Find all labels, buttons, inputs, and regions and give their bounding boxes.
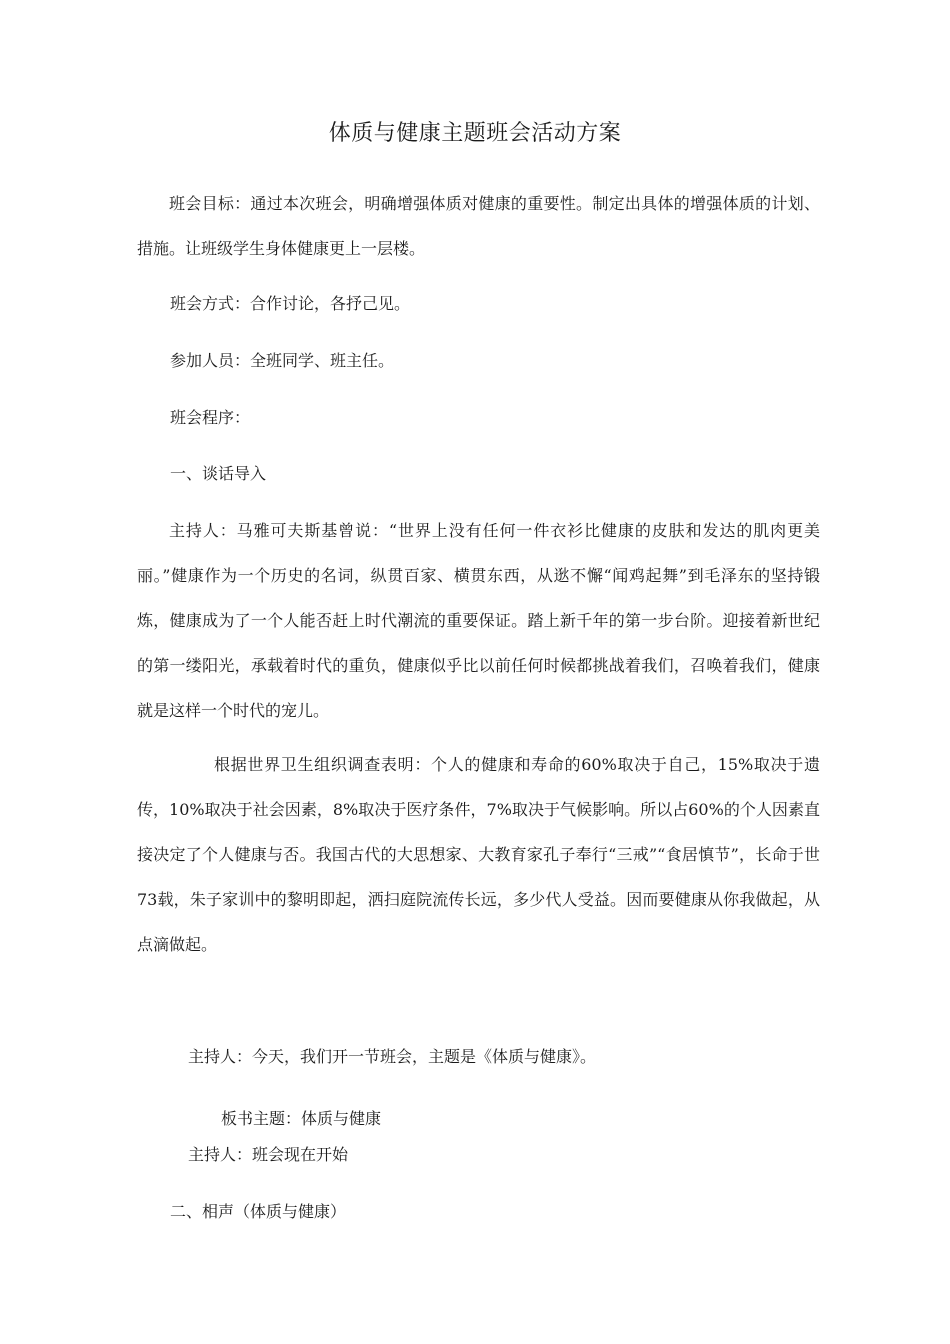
paragraph-goal: 班会目标：通过本次班会，明确增强体质对健康的重要性。制定出具体的增强体质的计划、措施。让班级学生身体健康更上一层楼。 xyxy=(137,194,820,258)
paragraph-method: 班会方式：合作讨论，各抒己见。 xyxy=(170,294,411,313)
document-title: 体质与健康主题班会活动方案 xyxy=(328,121,622,146)
section-heading-1: 一、谈话导入 xyxy=(170,464,267,483)
paragraph-who-report: 根据世界卫生组织调查表明：个人的健康和寿命的60%取决于自己，15%取决于遗传，10%取决于社会因素，8%取决于医疗条件，7%取决于气候影响。所以占60%的个人因素直接决定了个人健康与否。我国古代的大思想家、大教育家孔子奉行“三戒”“食居慎节”，长命于世73载，朱子家训中的黎明即起，洒扫庭院流传长远，多少代人受益。因而要健康从你我做起，从点滴做起。 xyxy=(137,755,820,954)
paragraph-host-start: 主持人：班会现在开始 xyxy=(188,1145,349,1164)
paragraph-procedure: 班会程序： xyxy=(170,408,251,427)
paragraph-participants: 参加人员：全班同学、班主任。 xyxy=(170,351,395,370)
paragraph-host-today: 主持人：今天，我们开一节班会，主题是《体质与健康》。 xyxy=(188,1047,597,1066)
section-heading-2: 二、相声（体质与健康） xyxy=(170,1202,347,1221)
paragraph-host-intro: 主持人：马雅可夫斯基曾说：“世界上没有任何一件衣衫比健康的皮肤和发达的肌肉更美丽。”健康作为一个历史的名词，纵贯百家、横贯东西，从逖不懈“闻鸡起舞”到毛泽东的坚持锻炼，健康成为了一个人能否赶上时代潮流的重要保证。踏上新千年的第一步台阶。迎接着新世纪的第一缕阳光，承载着时代的重负，健康似乎比以前任何时候都挑战着我们，召唤着我们，健康就是这样一个时代的宠儿。 xyxy=(137,521,820,720)
paragraph-board-theme: 板书主题：体质与健康 xyxy=(221,1109,382,1128)
